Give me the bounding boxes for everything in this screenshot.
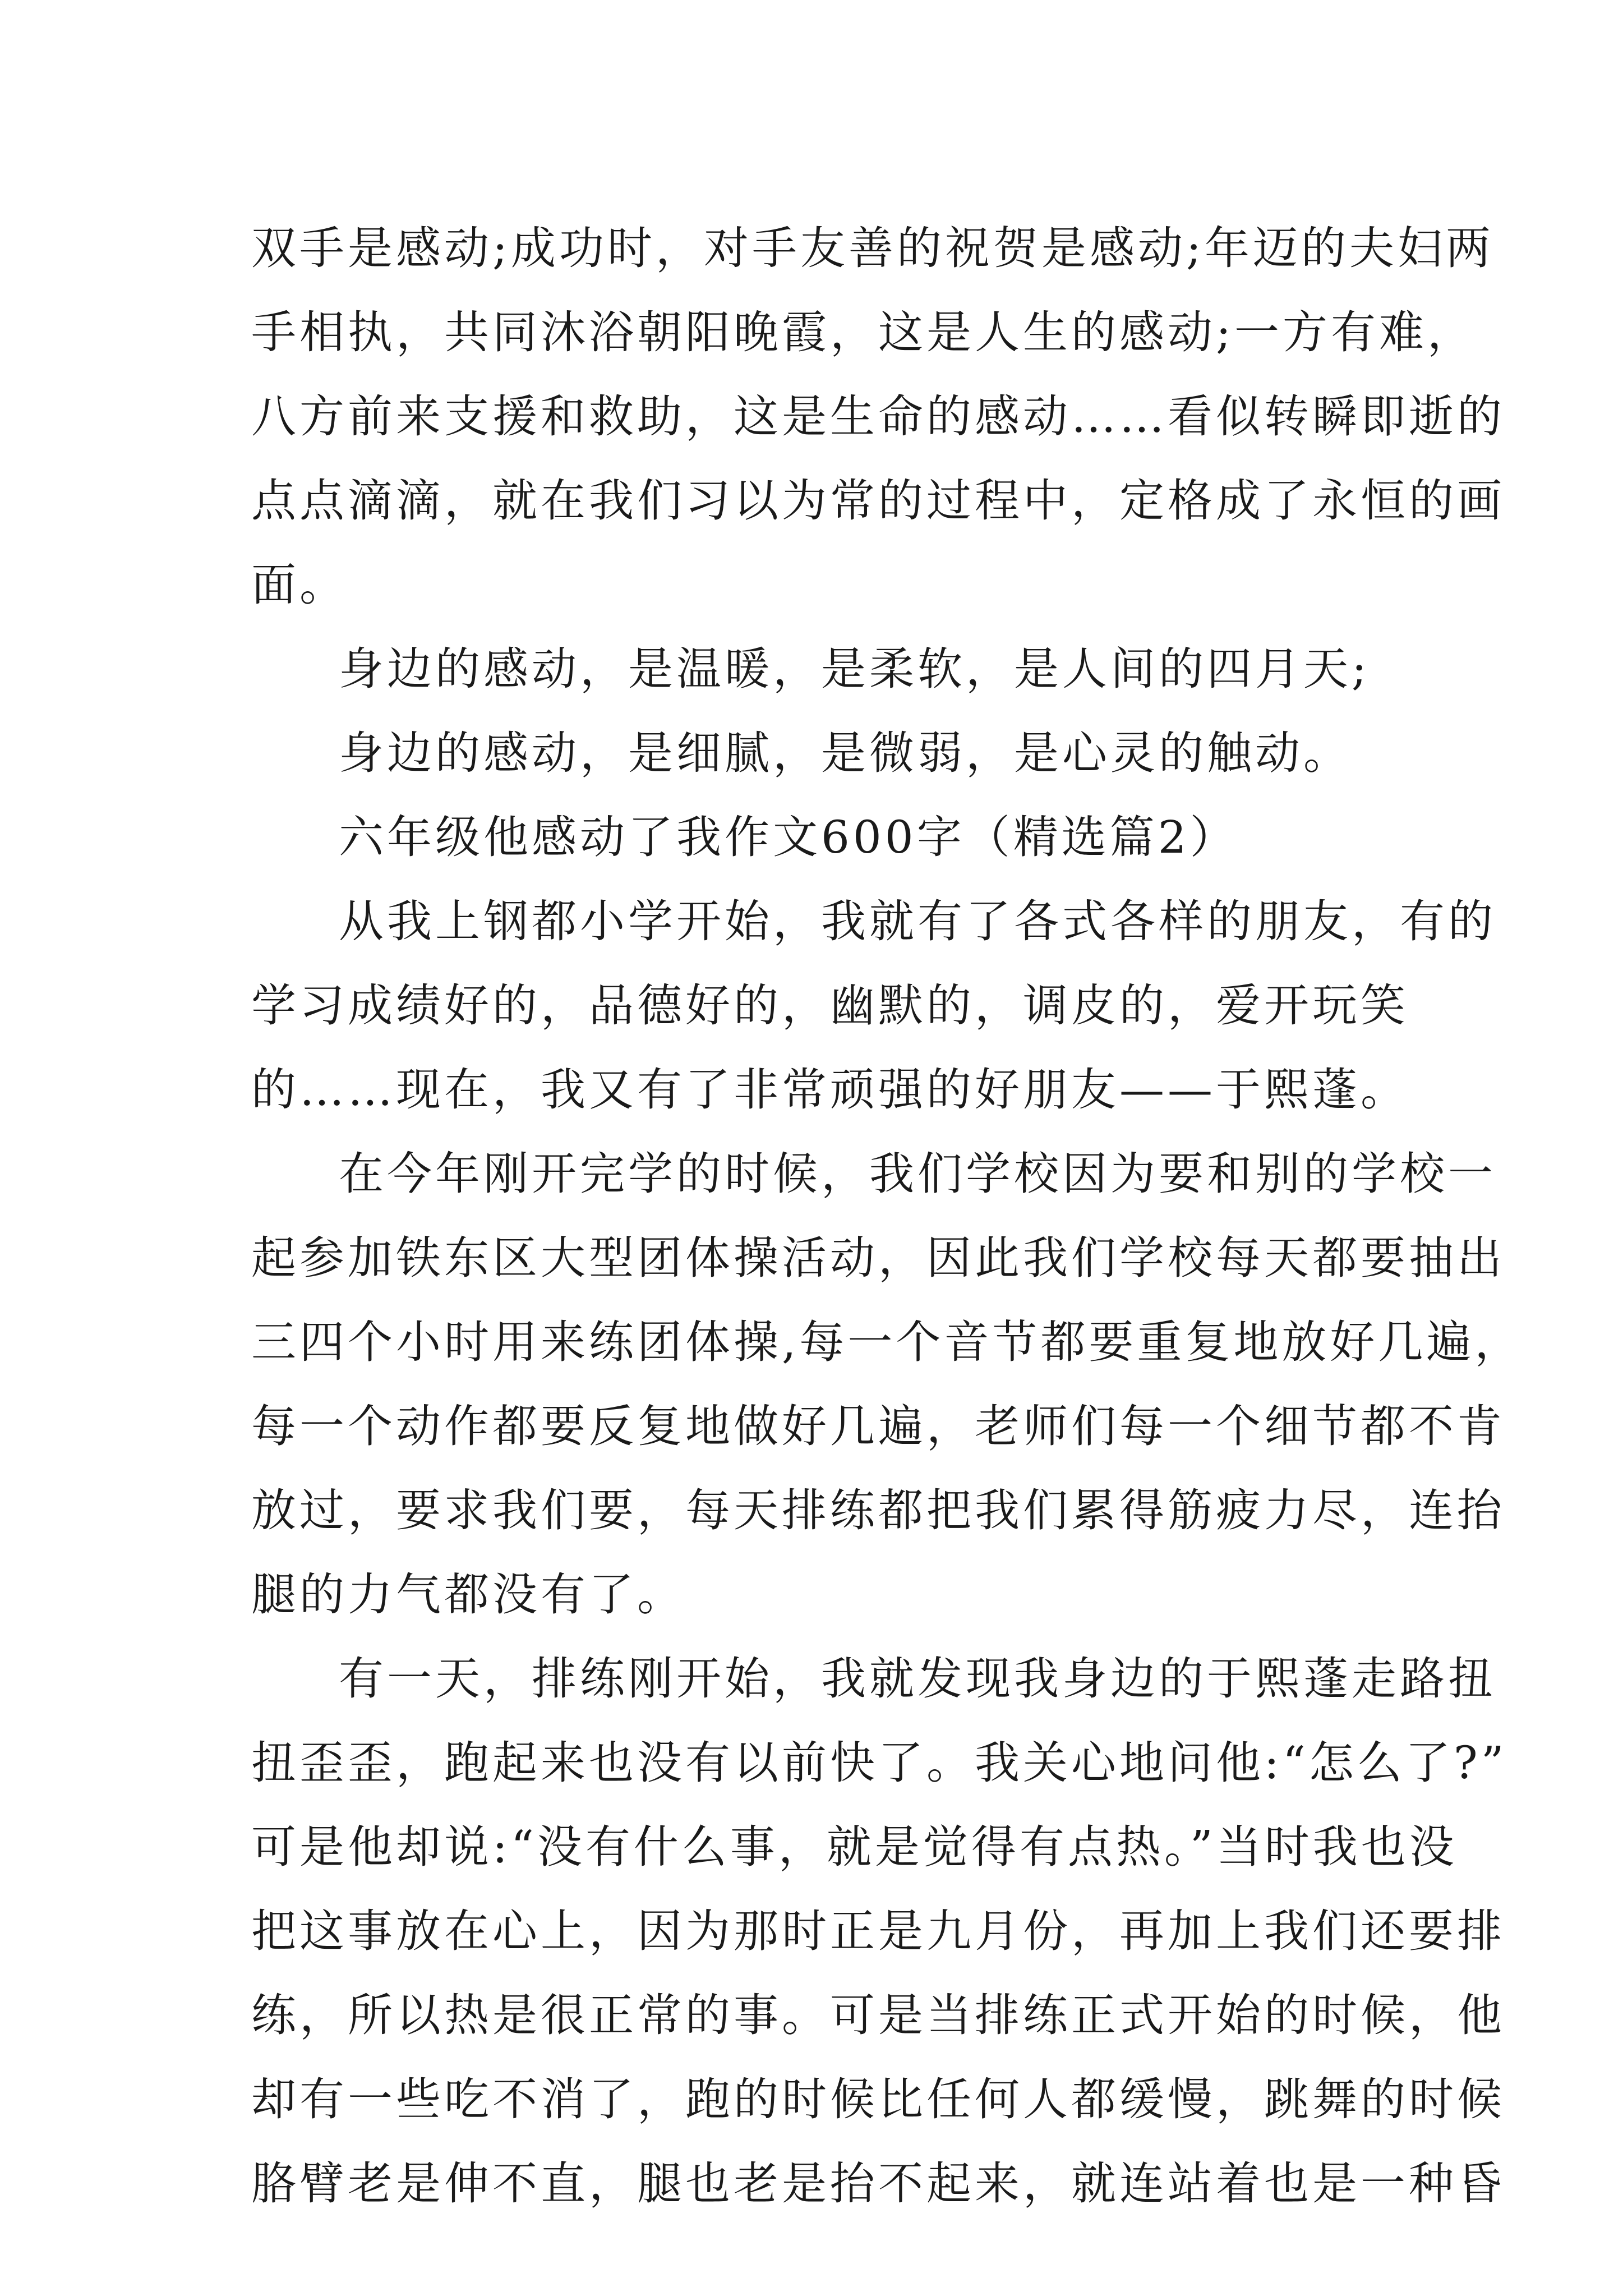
- text-line: 身边的感动，是温暖，是柔软，是人间的四月天;: [339, 643, 1370, 695]
- text-line: 把这事放在心上，因为那时正是九月份，再加上我们还要排: [251, 1905, 1505, 1957]
- text-line: 点点滴滴，就在我们习以为常的过程中，定格成了永恒的画: [251, 475, 1505, 527]
- text-line: 胳臂老是伸不直，腿也老是抬不起来，就连站着也是一种昏: [251, 2157, 1505, 2210]
- text-line: 学习成绩好的，品德好的，幽默的，调皮的，爱开玩笑: [251, 979, 1409, 1032]
- text-line: 身边的感动，是细腻，是微弱，是心灵的触动。: [339, 727, 1352, 779]
- text-line: 在今年刚开完学的时候，我们学校因为要和别的学校一: [339, 1148, 1496, 1200]
- text-line: 每一个动作都要反复地做好几遍，老师们每一个细节都不肯: [251, 1400, 1505, 1452]
- text-line: 三四个小时用来练团体操,每一个音节都要重复地放好几遍，: [251, 1316, 1523, 1368]
- text-line: 面。: [251, 559, 348, 611]
- section-heading: 六年级他感动了我作文600字（精选篇2）: [339, 811, 1238, 863]
- text-line: 放过，要求我们要，每天排练都把我们累得筋疲力尽，连抬: [251, 1484, 1505, 1536]
- text-line: 扭歪歪，跑起来也没有以前快了。我关心地问他:“怎么了?”: [251, 1737, 1507, 1789]
- text-line: 却有一些吃不消了，跑的时候比任何人都缓慢，跳舞的时候: [251, 2073, 1505, 2125]
- text-line: 的……现在，我又有了非常顽强的好朋友——于熙蓬。: [251, 1064, 1409, 1116]
- text-line: 手相执，共同沐浴朝阳晚霞，这是人生的感动;一方有难，: [251, 306, 1476, 358]
- text-line: 练，所以热是很正常的事。可是当排练正式开始的时候，他: [251, 1989, 1505, 2041]
- text-line: 八方前来支援和救助，这是生命的感动……看似转瞬即逝的: [251, 390, 1505, 443]
- text-line: 可是他却说:“没有什么事，就是觉得有点热。”当时我也没: [251, 1821, 1458, 1873]
- text-line: 起参加铁东区大型团体操活动，因此我们学校每天都要抽出: [251, 1232, 1505, 1284]
- text-line: 从我上钢都小学开始，我就有了各式各样的朋友，有的: [339, 895, 1496, 947]
- text-line: 有一天，排练刚开始，我就发现我身边的于熙蓬走路扭: [339, 1653, 1496, 1705]
- text-line: 双手是感动;成功时，对手友善的祝贺是感动;年迈的夫妇两: [251, 222, 1494, 274]
- text-line: 腿的力气都没有了。: [251, 1568, 685, 1621]
- body-text: [251, 206, 1523, 2226]
